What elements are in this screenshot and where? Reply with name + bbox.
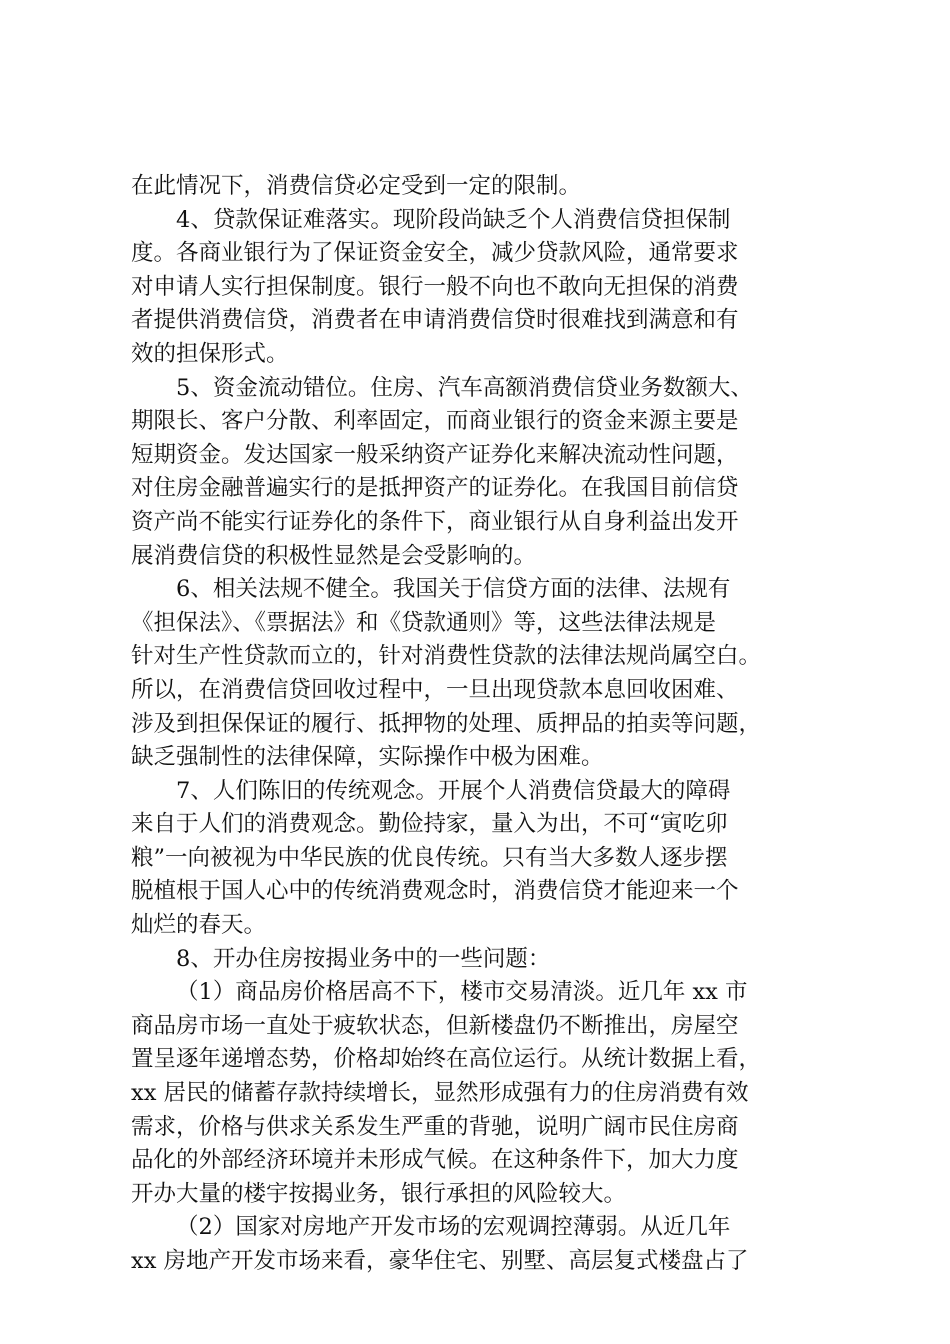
text-line: 开办大量的楼宇按揭业务，银行承担的风险较大。 xyxy=(131,1180,627,1207)
text-line: 灿烂的春天。 xyxy=(131,912,267,939)
text-line: 来自于人们的消费观念。勤俭持家，量入为出，不可“寅吃卯 xyxy=(131,811,728,838)
text-line: 针对生产性贷款而立的，针对消费性贷款的法律法规尚属空白。 xyxy=(131,643,762,670)
text-line: 8、开办住房按揭业务中的一些问题： xyxy=(176,945,551,972)
text-line: 期限长、客户分散、利率固定，而商业银行的资金来源主要是 xyxy=(131,408,739,435)
text-line: 对申请人实行担保制度。银行一般不向也不敢向无担保的消费 xyxy=(131,273,739,300)
text-line: 4、贷款保证难落实。现阶段尚缺乏个人消费信贷担保制 xyxy=(176,206,731,233)
text-line: 缺乏强制性的法律保障，实际操作中极为困难。 xyxy=(131,744,604,771)
text-line: 在此情况下，消费信贷必定受到一定的限制。 xyxy=(131,173,582,199)
text-line: 短期资金。发达国家一般采纳资产证券化来解决流动性问题， xyxy=(131,441,739,468)
text-line: 7、人们陈旧的传统观念。开展个人消费信贷最大的障碍 xyxy=(176,777,731,804)
text-line: 6、相关法规不健全。我国关于信贷方面的法律、法规有 xyxy=(176,576,731,603)
text-line: 商品房市场一直处于疲软状态，但新楼盘仍不断推出，房屋空 xyxy=(131,1012,739,1039)
text-line: xx 房地产开发市场来看，豪华住宅、别墅、高层复式楼盘占了 xyxy=(131,1248,749,1274)
text-line: 粮”一向被视为中华民族的优良传统。只有当大多数人逐步摆 xyxy=(131,844,728,871)
text-line: 置呈逐年递增态势，价格却始终在高位运行。从统计数据上看， xyxy=(131,1046,762,1073)
text-line: 效的担保形式。 xyxy=(131,340,289,367)
text-line: （1）商品房价格居高不下，楼市交易清淡。近几年 xx 市 xyxy=(176,979,748,1006)
text-line: 涉及到担保保证的履行、抵押物的处理、质押品的拍卖等问题， xyxy=(131,710,762,737)
text-line: 度。各商业银行为了保证资金安全，减少贷款风险，通常要求 xyxy=(131,240,739,267)
text-line: 者提供消费信贷，消费者在申请消费信贷时很难找到满意和有 xyxy=(131,307,739,334)
text-line: 脱植根于国人心中的传统消费观念时，消费信贷才能迎来一个 xyxy=(131,878,739,905)
text-line: 品化的外部经济环境并未形成气候。在这种条件下，加大力度 xyxy=(131,1147,739,1174)
text-line: 展消费信贷的积极性显然是会受影响的。 xyxy=(131,542,537,569)
text-line: 资产尚不能实行证券化的条件下，商业银行从自身利益出发开 xyxy=(131,508,739,535)
text-line: 《担保法》、《票据法》和《贷款通则》等，这些法律法规是 xyxy=(131,609,717,636)
text-line: 需求，价格与供求关系发生严重的背驰，说明广阔市民住房商 xyxy=(131,1113,739,1140)
text-line: xx 居民的储蓄存款持续增长，显然形成强有力的住房消费有效 xyxy=(131,1080,749,1107)
text-line: （2）国家对房地产开发市场的宏观调控薄弱。从近几年 xyxy=(176,1214,731,1241)
text-line: 所以，在消费信贷回收过程中，一旦出现贷款本息回收困难、 xyxy=(131,676,739,703)
text-line: 5、资金流动错位。住房、汽车高额消费信贷业务数额大、 xyxy=(176,374,753,401)
text-line: 对住房金融普遍实行的是抵押资产的证券化。在我国目前信贷 xyxy=(131,475,739,502)
document-body xyxy=(131,170,831,1279)
